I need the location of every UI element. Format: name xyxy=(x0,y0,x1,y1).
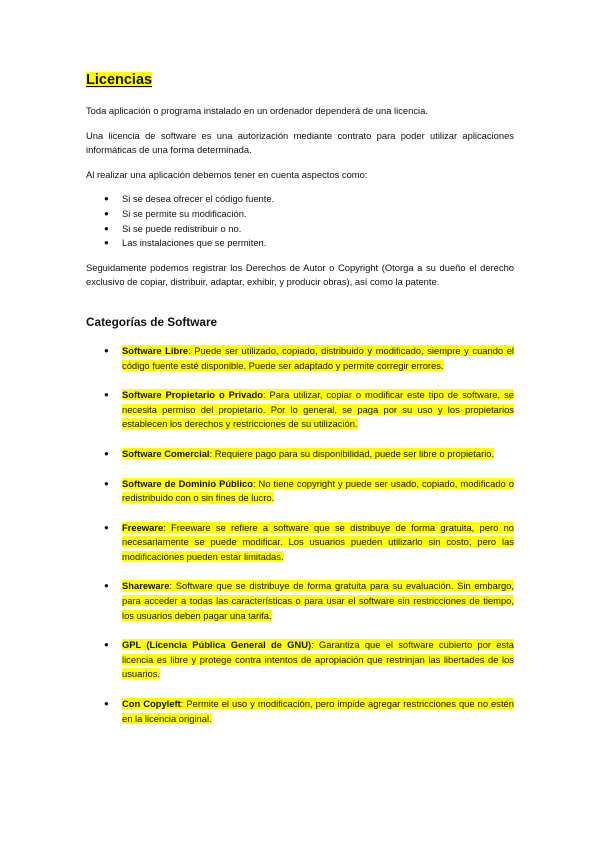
category-term: Software Propietario o Privado xyxy=(122,389,264,401)
category-desc: : Freeware se refiere a software que se distribuye de forma gratuita, pero no necesariamente se puede modificar. Los usuarios pueden utilizarlo sin costo, pero las modificaciones pueden estar limitadas. xyxy=(122,521,514,562)
category-term: Shareware xyxy=(122,580,170,592)
category-desc: : Puede ser utilizado, copiado, distribuido y modificado, siempre y cuando el código fuente esté disponible. Puede ser adaptado y permite corregir errores. xyxy=(122,344,515,371)
category-item xyxy=(86,447,514,462)
category-desc: : Software que se distribuye de forma gratuita para su evaluación. Sin embargo, para acceder a todas las características o para usar el software sin restricciones de tiempo, los usuarios deben pagar una tarifa. xyxy=(122,580,514,621)
category-term: Freeware xyxy=(122,521,164,533)
category-term: Software Comercial xyxy=(122,447,210,459)
category-term: GPL (Licencia Pública General de GNU) xyxy=(122,639,312,651)
category-desc: : Requiere pago para su disponibilidad, puede ser libre o propietario. xyxy=(209,447,495,459)
copyright-paragraph: Seguidamente podemos registrar los Derechos de Autor o Copyright (Otorga a su dueño el derecho exclusivo de copiar, distribuir, adaptar, exhibir, y producir obras), así como la patente. xyxy=(86,261,514,288)
categories-list xyxy=(86,344,514,726)
category-item xyxy=(86,638,514,682)
list-item: ● Si se desea ofrecer el código fuente. xyxy=(86,192,514,207)
category-item xyxy=(86,477,514,506)
category-desc: : Para utilizar, copiar o modificar este tipo de software, se necesita permiso del propietario. Por lo general, se paga por su uso y los propietarios establecen los derechos y restricciones de su utilización. xyxy=(122,389,514,430)
intro-paragraph: Toda aplicación o programa instalado en un ordenador dependerá de una licencia. xyxy=(86,105,428,116)
category-desc: : Garantiza que el software cubierto por esta licencia es libre y protege contra intentos de apropiación que restrinjan las libertades de los usuarios. xyxy=(122,639,514,680)
category-desc: : Permite el uso y modificación, pero impide agregar restricciones que no estén en la licencia original. xyxy=(122,698,514,724)
category-item xyxy=(86,697,514,726)
aspects-intro-paragraph: Al realizar una aplicación debemos tener en cuenta aspectos como: xyxy=(86,168,368,180)
category-item xyxy=(86,521,514,565)
definition-paragraph: Una licencia de software es una autorización mediante contrato para poder utilizar aplicaciones informáticas de una forma determinada. xyxy=(86,129,514,156)
page-title: Licencias xyxy=(86,72,153,88)
aspects-list xyxy=(86,192,514,250)
document-body xyxy=(86,70,514,741)
category-item xyxy=(86,344,514,373)
category-item xyxy=(86,579,514,623)
list-item: ● Las instalaciones que se permiten. xyxy=(86,236,514,251)
category-term: Software Libre xyxy=(122,344,189,356)
list-item: ● Si se puede redistribuir o no. xyxy=(86,222,514,237)
list-item: ● Si se permite su modificación. xyxy=(86,207,514,222)
category-term: Con Copyleft xyxy=(122,698,181,710)
category-desc: : No tiene copyright y puede ser usado, copiado, modificado o redistribuido con o sin fines de lucro. xyxy=(122,477,514,504)
category-item xyxy=(86,388,514,432)
categories-heading: Categorías de Software xyxy=(86,314,218,329)
category-term: Software de Dominio Público xyxy=(122,477,253,489)
